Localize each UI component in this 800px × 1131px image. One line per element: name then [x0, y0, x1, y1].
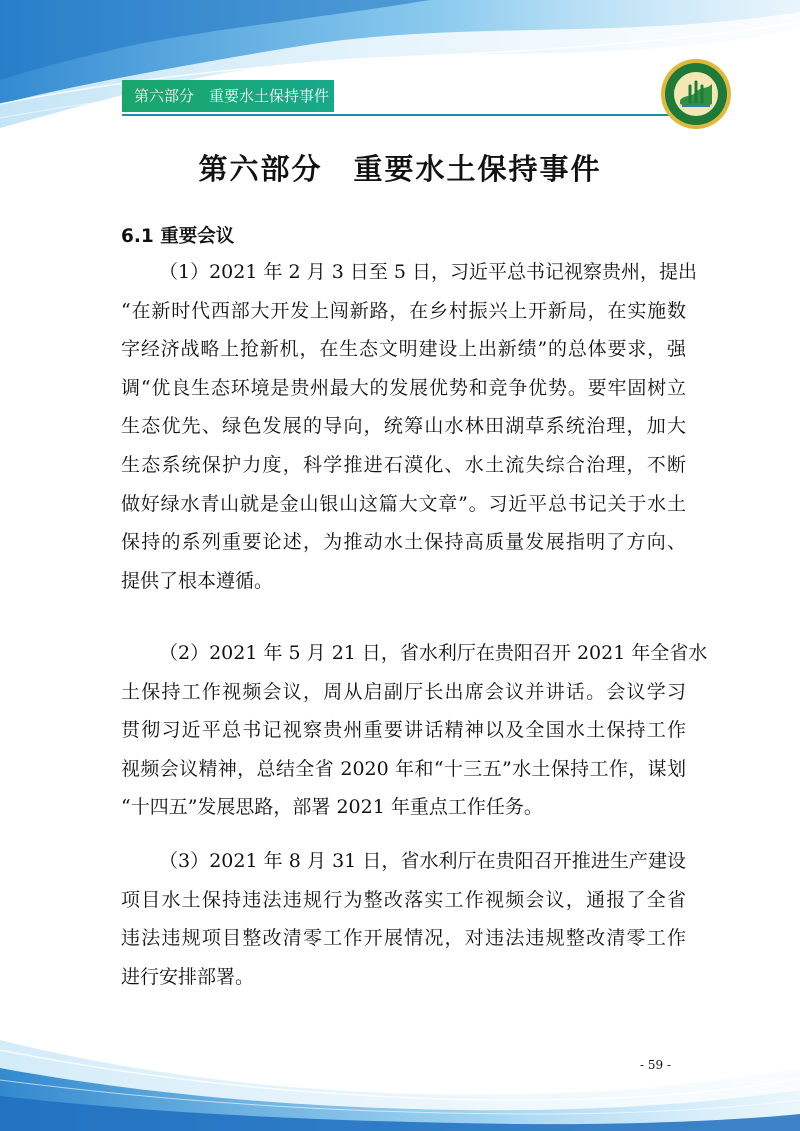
paragraph-2	[121, 634, 708, 827]
text-line: （1）2021 年 2 月 3 日至 5 日，习近平总书记视察贵州，提出	[159, 261, 697, 283]
text-line: 生态优先、绿色发展的导向，统筹山水林田湖草系统治理，加大	[121, 415, 686, 438]
text-line: 做好绿水青山就是金山银山这篇大文章”。习近平总书记关于水土	[121, 492, 686, 515]
page-title: 第六部分 重要水土保持事件	[198, 152, 602, 186]
text-line: 违法违规项目整改清零工作开展情况，对违法违规整改清零工作	[121, 927, 686, 950]
text-line: 调“优良生态环境是贵州最大的发展优势和竞争优势。要牢固树立	[121, 376, 686, 399]
section-tag: 第六部分 重要水土保持事件	[122, 80, 334, 112]
text-line: “在新时代西部大开发上闯新路，在乡村振兴上开新局，在实施数	[121, 299, 686, 322]
text-line: （3）2021 年 8 月 31 日，省水利厅在贵阳召开推进生产建设	[159, 850, 686, 872]
page-number: - 59 -	[640, 1058, 672, 1072]
paragraph-3	[121, 842, 686, 996]
text-line: 视频会议精神，总结全省 2020 年和“十三五”水土保持工作，谋划	[121, 757, 686, 780]
header-divider	[122, 114, 687, 116]
section-heading: 6.1 重要会议	[121, 226, 235, 247]
text-line: 进行安排部署。	[121, 965, 255, 988]
text-line: 土保持工作视频会议，周从启副厅长出席会议并讲话。会议学习	[121, 680, 686, 703]
bottom-wave-decoration	[0, 1010, 800, 1131]
text-line: 项目水土保持违法违规行为整改落实工作视频会议，通报了全省	[121, 888, 686, 911]
text-line: 提供了根本遵循。	[121, 569, 274, 592]
text-line: “十四五”发展思路，部署 2021 年重点工作任务。	[121, 796, 543, 819]
text-line: （2）2021 年 5 月 21 日，省水利厅在贵阳召开 2021 年全省水	[159, 642, 708, 664]
text-line: 字经济战略上抢新机，在生态文明建设上出新绩”的总体要求，强	[121, 338, 686, 361]
text-line: 生态系统保护力度，科学推进石漠化、水土流失综合治理，不断	[121, 453, 686, 476]
soil-conservation-logo-icon	[660, 58, 732, 130]
text-line: 贯彻习近平总书记视察贵州重要讲话精神以及全国水土保持工作	[121, 719, 686, 742]
paragraph-1	[121, 253, 697, 600]
text-line: 保持的系列重要论述，为推动水土保持高质量发展指明了方向、	[121, 531, 686, 554]
